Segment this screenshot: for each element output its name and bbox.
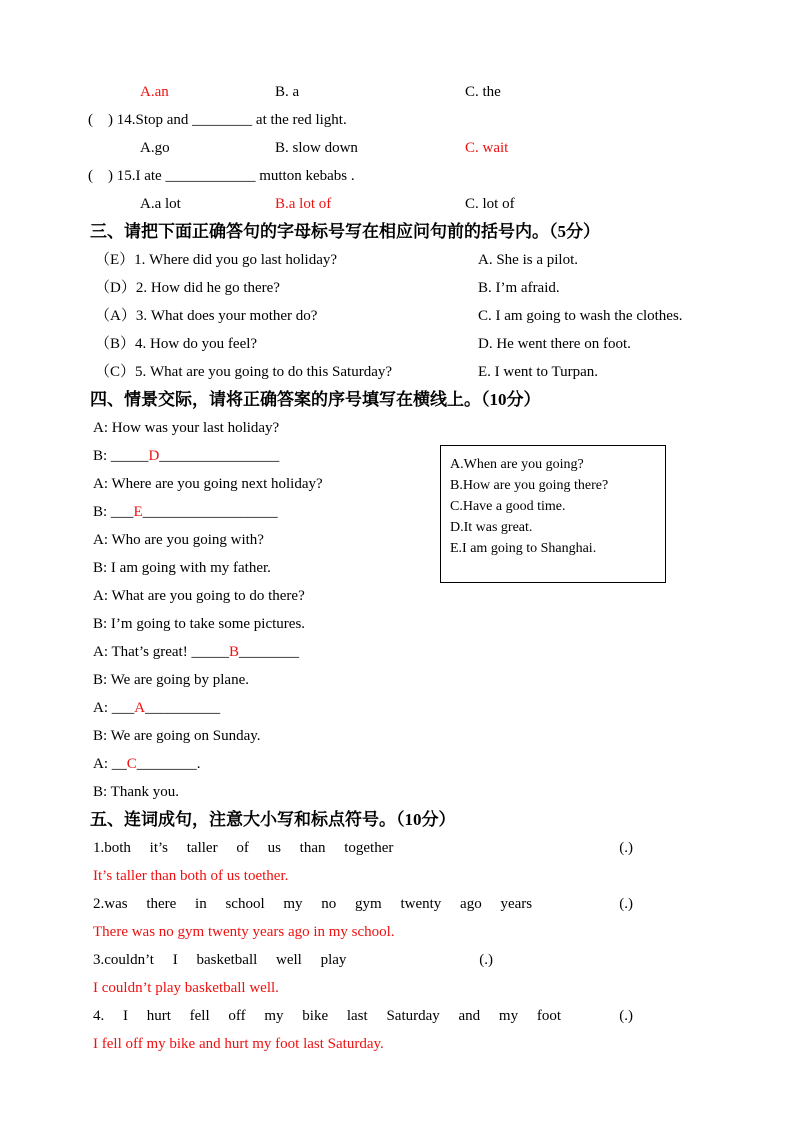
dialogue-text: B: ___ [93,504,134,520]
dialogue-blank: __________ [145,700,221,716]
rearrange-prompt-row [93,1002,633,1030]
dialogue-line [93,638,723,666]
rearrange-answer: It’s taller than both of us toether. [93,868,289,884]
dialogue-line [93,694,723,722]
q15-question: ( ) 15.I ate ____________ mutton kebabs . [88,168,355,184]
dialogue-text: A: ___ [93,700,135,716]
rearrange-words: 2.was there in school my no gym twenty ago years [93,896,533,912]
matching-answer: E. I went to Turpan. [478,364,598,380]
rearrange-words: 3.couldn’t I basketball well play [93,952,347,968]
matching-answer: C. I am going to wash the clothes. [478,308,683,324]
q15-option-c: C. lot of [465,196,515,212]
matching-question: （E）1. Where did you go last holiday? [95,252,338,268]
dialogue-blank: ________________ [159,448,280,464]
q15-options-row [140,190,723,218]
rearrange-words: 4. I hurt fell off my bike last Saturday and my foot [93,1008,561,1024]
matching-question: （C）5. What are you going to do this Saturday? [95,364,393,380]
dialogue-answer-letter: B [228,644,239,660]
rearrange-punct: (.) [619,896,633,912]
matching-question: （B）4. How do you feel? [95,336,258,352]
matching-answer: A. She is a pilot. [478,252,578,268]
q13-option-b: B. a [275,84,300,100]
matching-answer: B. I’m afraid. [478,280,560,296]
q14-option-a: A.go [140,140,170,156]
box-option: E.I am going to Shanghai. [450,541,597,556]
q13-option-c: C. the [465,84,501,100]
dialogue-answer-letter: C [126,756,137,772]
dialogue-answer-letter: D [148,448,160,464]
dialogue-text: B: _____ [93,448,149,464]
dialogue-text: B: Thank you. [93,784,179,800]
dialogue-text: A: That’s great! _____ [93,644,229,660]
matching-row [95,330,723,358]
rearrange-words: 1.both it’s taller of us than together [93,840,394,856]
matching-row [95,246,723,274]
dialogue-text: A: How was your last holiday? [93,420,280,436]
q15-option-a: A.a lot [140,196,181,212]
rearrange-prompt-row [93,946,493,974]
box-option: D.It was great. [450,520,533,535]
dialogue-line [93,750,723,778]
q14-option-b: B. slow down [275,140,358,156]
q14-question: ( ) 14.Stop and ________ at the red light. [88,112,347,128]
dialogue-text: B: I am going with my father. [93,560,271,576]
dialogue-line [93,666,723,694]
matching-question: （A）3. What does your mother do? [95,308,318,324]
rearrange-prompt-row [93,890,633,918]
matching-row [95,358,723,386]
rearrange-punct: (.) [619,840,633,856]
rearrange-answer: I couldn’t play basketball well. [93,980,279,996]
dialogue-blank: ________. [136,756,201,772]
rearrange-answer: I fell off my bike and hurt my foot last Saturday. [93,1036,384,1052]
dialogue-blank: ________ [238,644,299,660]
rearrange-punct: (.) [479,952,493,968]
dialogue-blank: __________________ [142,504,278,520]
q13-option-a: A.an [140,84,169,100]
section-5-title: 五、连词成句，注意大小写和标点符号。（10分） [90,810,456,829]
answer-options-box [440,445,666,583]
dialogue-line [93,414,723,442]
dialogue-text: A: What are you going to do there? [93,588,305,604]
box-option: A.When are you going? [450,457,584,472]
dialogue-text: A: __ [93,756,127,772]
dialogue-answer-letter: E [133,504,143,520]
matching-row [95,302,723,330]
dialogue-line [93,582,723,610]
matching-row [95,274,723,302]
dialogue-section [88,414,723,806]
dialogue-line [93,722,723,750]
box-option: C.Have a good time. [450,499,566,514]
matching-answer: D. He went there on foot. [478,336,631,352]
dialogue-answer-letter: A [134,700,146,716]
section-4-title: 四、情景交际，请将正确答案的序号填写在横线上。（10分） [90,390,541,409]
dialogue-text: B: I’m going to take some pictures. [93,616,306,632]
rearrange-prompt-row [93,834,633,862]
section-3-title: 三、请把下面正确答句的字母标号写在相应问句前的括号内。（5分） [90,222,600,241]
q14-option-c: C. wait [465,140,509,156]
dialogue-text: A: Who are you going with? [93,532,264,548]
box-option: B.How are you going there? [450,478,609,493]
q13-options-row [140,78,723,106]
q14-options-row [140,134,723,162]
dialogue-line [93,778,723,806]
q15-option-b: B.a lot of [275,196,332,212]
dialogue-text: A: Where are you going next holiday? [93,476,323,492]
dialogue-text: B: We are going by plane. [93,672,249,688]
matching-question: （D）2. How did he go there? [95,280,280,296]
dialogue-text: B: We are going on Sunday. [93,728,261,744]
rearrange-punct: (.) [619,1008,633,1024]
rearrange-answer: There was no gym twenty years ago in my school. [93,924,395,940]
dialogue-line [93,610,723,638]
